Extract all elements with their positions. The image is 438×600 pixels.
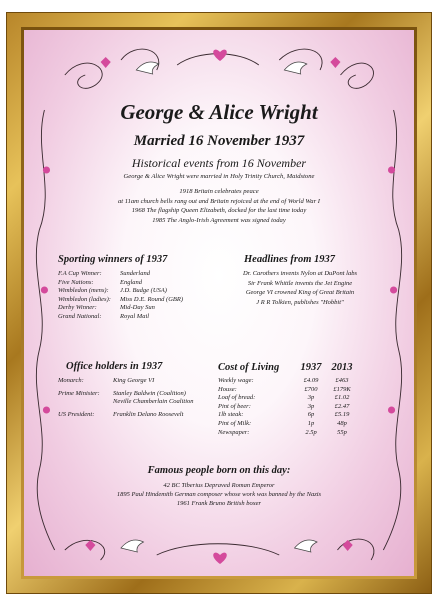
famous-heading: Famous people born on this day:	[147, 465, 291, 476]
table-row: Loaf of bread: 3p £1.02	[218, 394, 350, 402]
table-row: Pint of beer: 3p £2.47	[218, 402, 350, 410]
frame-inner-bevel	[21, 27, 417, 579]
cost-year-1937: 1937	[300, 362, 322, 373]
historical-line: 1968 The flagship Queen Elizabeth, docked for the last time today	[131, 207, 307, 215]
sporting-heading: Sporting winners of 1937	[58, 254, 168, 265]
table-row: Grand National: Royal Mail	[58, 312, 150, 320]
list-item: 1895 Paul Hindemith German composer whose work was banned by the Nazis	[116, 491, 322, 498]
table-row: Five Nations: England	[58, 278, 143, 286]
table-row: Derby Winner: Mid-Day Sun	[58, 304, 155, 312]
historical-line: 1918 Britain celebrates peace	[179, 188, 259, 196]
list-item: Sir Frank Whittle invents the Jet Engine	[247, 279, 353, 287]
table-row: US President: Franklin Delano Roosevelt	[58, 410, 184, 418]
table-row: Wimbledon (mens): J.D. Budge (USA)	[58, 287, 167, 295]
office-table	[58, 377, 208, 419]
famous-people-list	[58, 481, 380, 508]
table-row: Monarch: King George VI	[58, 377, 155, 384]
headlines-list	[232, 270, 368, 308]
certificate-paper	[24, 30, 414, 576]
gold-picture-frame	[6, 12, 432, 594]
table-row: 1lb steak: 6p £5.19	[218, 411, 350, 419]
couple-names: George & Alice Wright	[120, 100, 318, 124]
historical-heading: Historical events from 16 November	[131, 156, 307, 170]
list-item: 42 BC Tiberius Depraved Roman Emperor	[163, 482, 275, 489]
table-row: Prime Minister: Stanley Baldwin (Coalition)	[58, 389, 186, 397]
certificate-content	[58, 30, 380, 576]
table-row: Pint of Milk: 1p 48p	[218, 419, 347, 427]
historical-events	[58, 172, 380, 225]
cost-of-living-table	[218, 361, 374, 437]
list-item: 1961 Frank Bruno British boxer	[176, 500, 262, 507]
table-row: Neville Chamberlain Coalition	[113, 398, 194, 406]
table-row: House: £700 £179K	[218, 385, 351, 393]
sporting-table	[58, 270, 218, 322]
cost-year-2013: 2013	[331, 362, 353, 373]
cost-heading: Cost of Living	[218, 362, 280, 373]
table-row: F.A Cup Winner: Sunderland	[58, 270, 150, 277]
table-row: Weekly wage: £4.09 £463	[218, 377, 349, 384]
headlines-heading: Headlines from 1937	[244, 254, 335, 265]
historical-line: at 11am church bells rang out and Britain rejoiced at the end of World War I	[117, 197, 320, 205]
historical-line: 1985 The Anglo-Irish Agreement was signed today	[152, 216, 286, 224]
table-row: Newspaper: 2.5p 55p	[218, 428, 347, 436]
cost-header-row	[218, 361, 374, 375]
list-item: J R R Tolkien, publishes "Hobbit"	[256, 298, 344, 306]
table-row: Wimbledon (ladies): Miss D.E. Round (GBR)	[58, 295, 184, 303]
list-item: George VI crowned King of Great Britain	[245, 289, 355, 297]
office-heading: Office holders in 1937	[66, 361, 163, 372]
married-date: Married 16 November 1937	[133, 133, 305, 149]
historical-line: George & Alice Wright were married in Holy Trinity Church, Maidstone	[123, 173, 315, 180]
list-item: Dr. Carothers invents Nylon at DuPont labs	[242, 270, 358, 277]
